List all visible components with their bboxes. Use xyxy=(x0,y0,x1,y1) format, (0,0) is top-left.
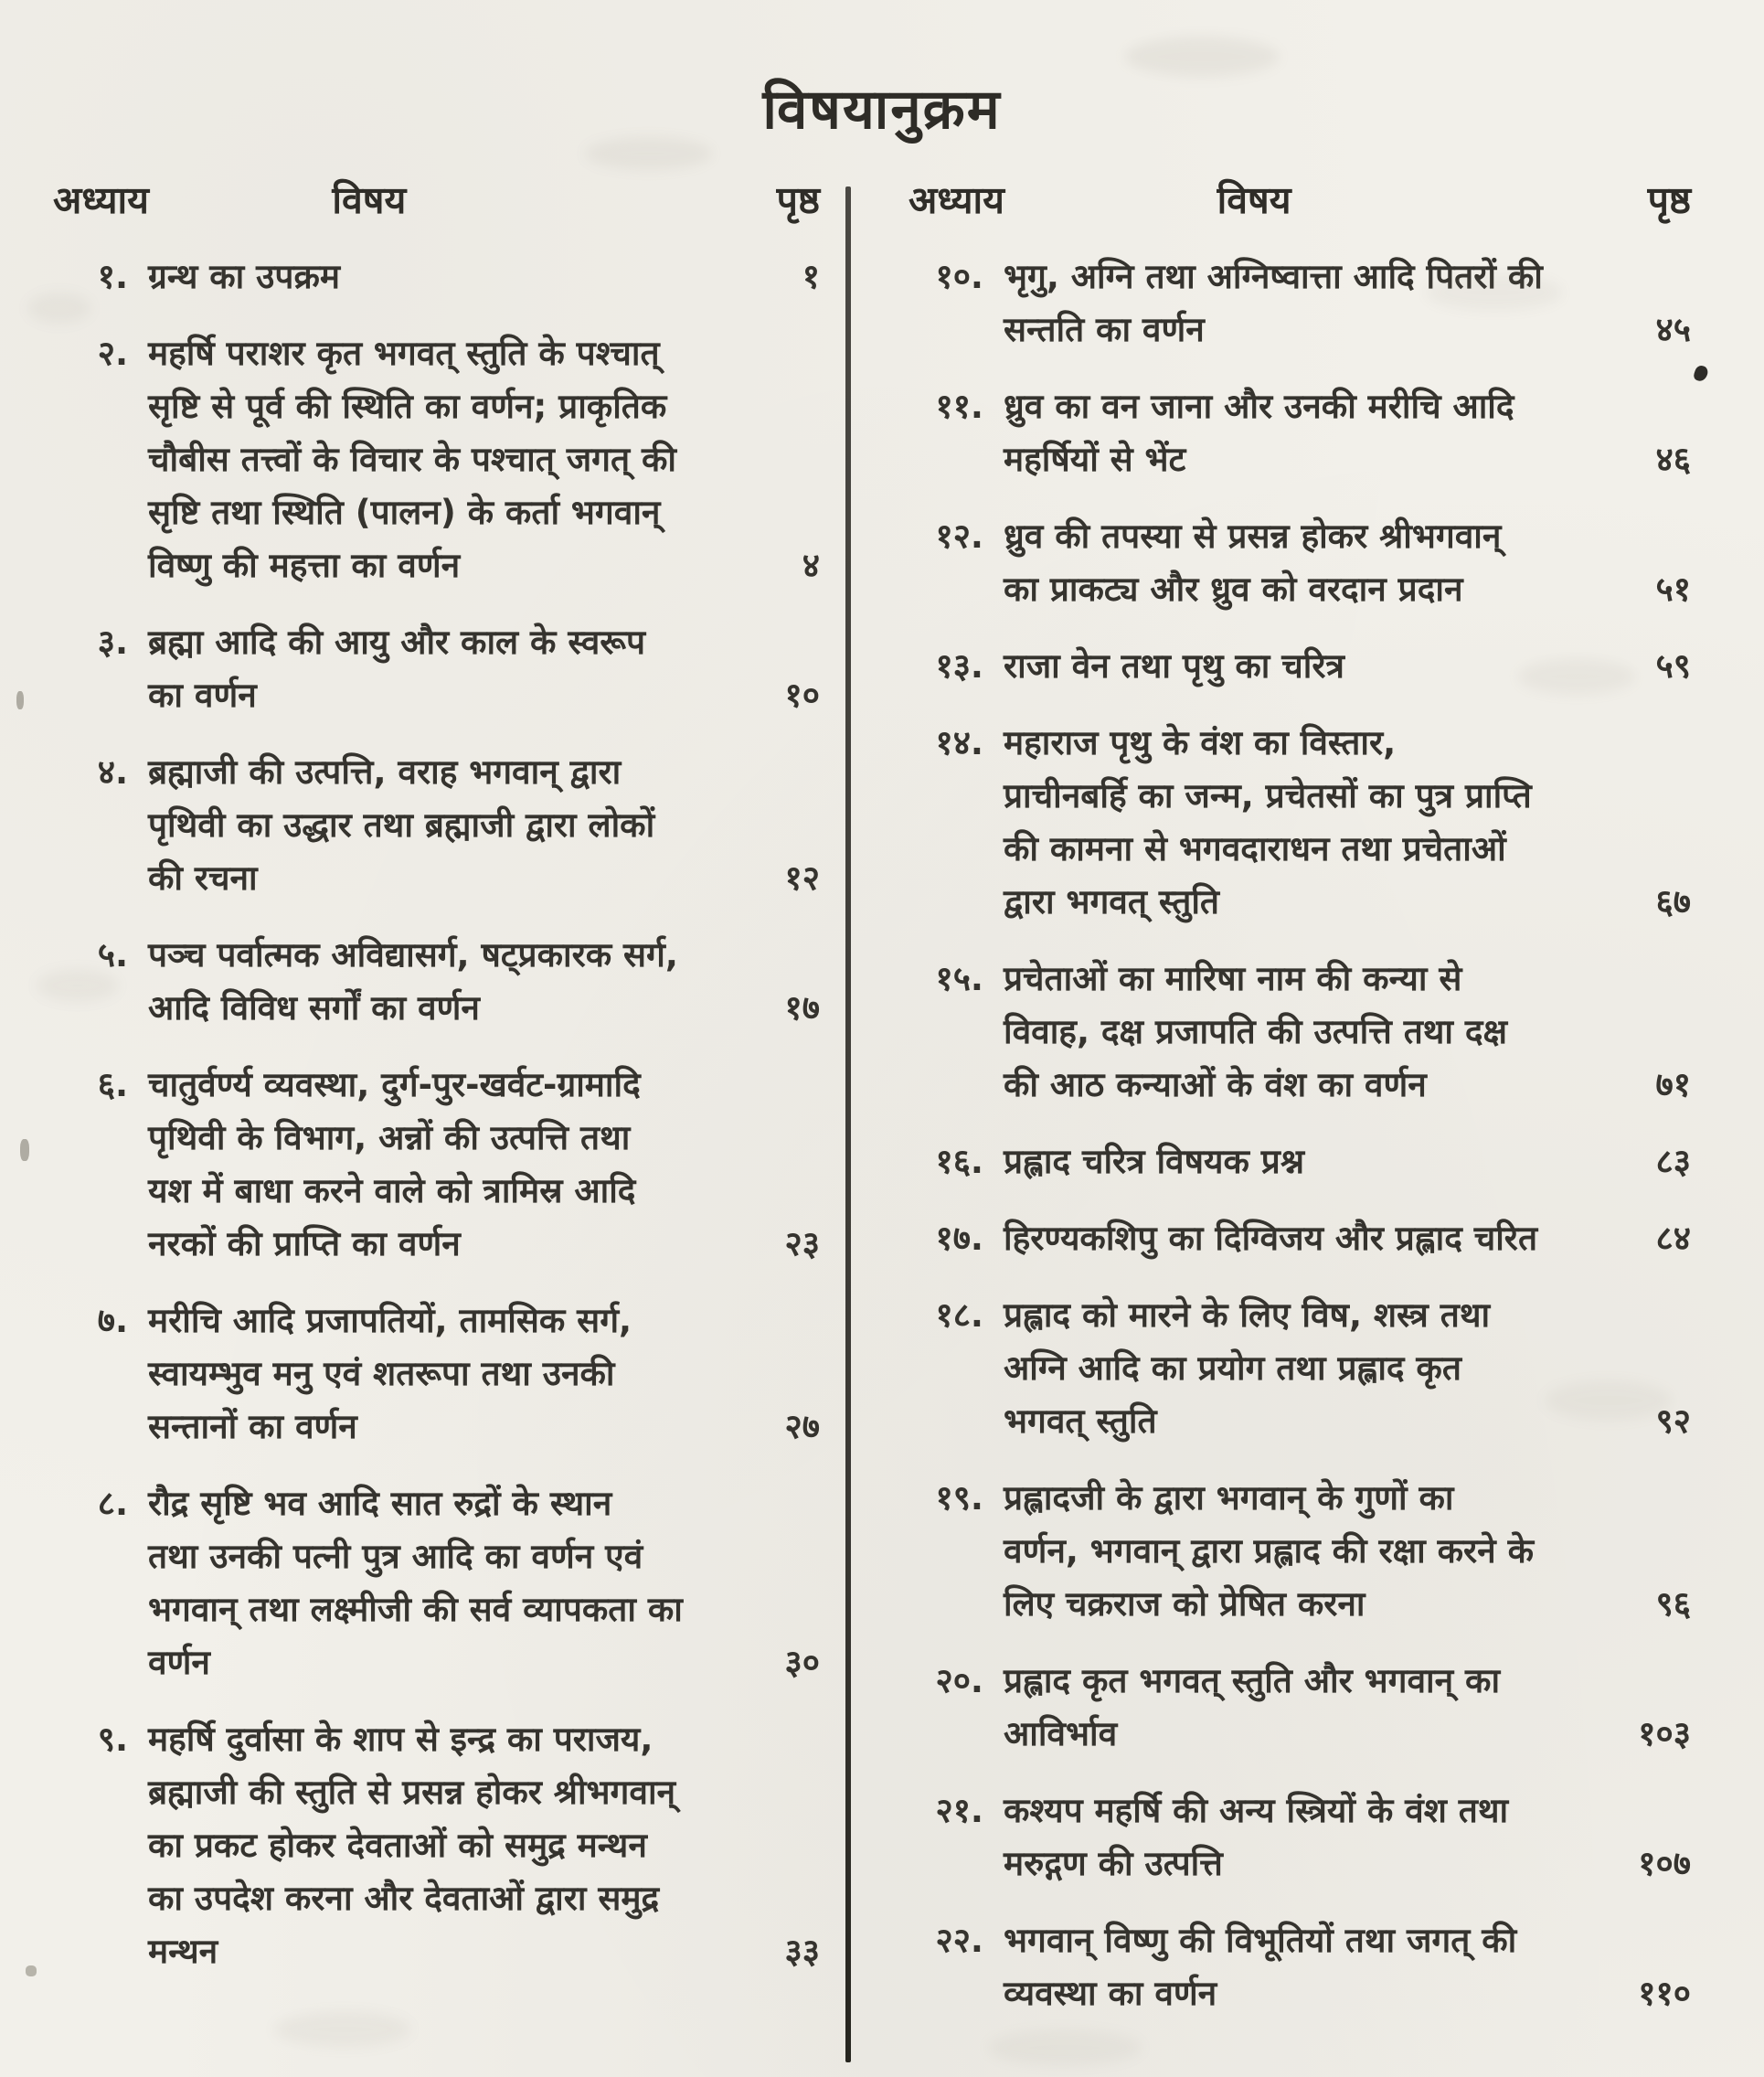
toc-entry xyxy=(46,1294,820,1454)
entry-number: ११. xyxy=(935,387,983,426)
entry-line xyxy=(148,1530,820,1583)
entry-line xyxy=(1004,1967,1691,2020)
entry-line xyxy=(1004,563,1691,616)
entry-line xyxy=(148,1819,820,1872)
toc-columns xyxy=(46,174,1727,2062)
entry-line xyxy=(148,1059,820,1112)
entry-line xyxy=(148,380,820,433)
entry-line-text: विवाह, दक्ष प्रजापति की उत्पत्ति तथा दक्ष xyxy=(1004,1012,1508,1051)
entry-line-text: महाराज पृथु के वंश का विस्तार, xyxy=(1004,723,1397,762)
entry-content xyxy=(1004,1655,1691,1761)
entry-line-text: वर्णन xyxy=(148,1643,210,1682)
entry-line-text: विष्णु की महत्ता का वर्णन xyxy=(148,546,461,585)
entry-line-text: चौबीस तत्त्वों के विचार के पश्चात् जगत् की xyxy=(148,440,676,479)
entry-line-text: का प्राकट्य और ध्रुव को वरदान प्रदान xyxy=(1004,570,1463,609)
column-header-row xyxy=(901,174,1691,227)
entry-line-text: प्रह्लाद चरित्र विषयक प्रश्न xyxy=(1004,1142,1304,1181)
entry-number: ९. xyxy=(97,1720,128,1759)
entry-line xyxy=(1004,250,1691,304)
entry-line xyxy=(148,327,820,380)
toc-entry xyxy=(901,1135,1691,1188)
entry-page-number: १७ xyxy=(784,988,820,1028)
entry-line-text: महर्षि पराशर कृत भगवत् स्तुति के पश्चात् xyxy=(148,334,660,373)
toc-entry xyxy=(46,327,820,592)
entry-line xyxy=(1004,1212,1691,1265)
toc-entry-list xyxy=(901,250,1691,2020)
toc-entry xyxy=(901,250,1691,357)
entry-line-text: लिए चक्रराज को प्रेषित करना xyxy=(1004,1584,1366,1624)
entry-line xyxy=(148,1766,820,1819)
entry-line-text: प्राचीनबर्हि का जन्म, प्रचेतसों का पुत्र प्राप्ति xyxy=(1004,776,1532,815)
toc-entry xyxy=(901,1289,1691,1448)
column-header-chapter: अध्याय xyxy=(909,178,1004,222)
entry-line-text: सृष्टि से पूर्व की स्थिति का वर्णन; प्राकृतिक xyxy=(148,387,667,426)
entry-line xyxy=(148,1636,820,1689)
entry-line xyxy=(1004,1708,1691,1761)
entry-line xyxy=(1004,1135,1691,1188)
entry-line-text: ग्रन्थ का उपक्रम xyxy=(148,257,340,296)
entry-page-number: ८३ xyxy=(1655,1142,1691,1181)
entry-line-text: का वर्णन xyxy=(148,676,257,715)
entry-line-text: पृथिवी के विभाग, अन्नों की उत्पत्ति तथा xyxy=(148,1118,631,1157)
entry-line-text: महर्षियों से भेंट xyxy=(1004,440,1186,479)
entry-number: ३. xyxy=(97,623,128,662)
entry-line-text: मरुद्गण की उत्पत्ति xyxy=(1004,1844,1223,1883)
entry-line xyxy=(1004,1525,1691,1578)
toc-entry-list xyxy=(46,250,820,1978)
entry-line-text: प्रह्लाद को मारने के लिए विष, शस्त्र तथा xyxy=(1004,1295,1491,1335)
entry-line-text: की रचना xyxy=(148,858,258,898)
toc-entry xyxy=(46,1713,820,1978)
entry-content xyxy=(1004,250,1691,357)
toc-entry xyxy=(901,1784,1691,1891)
entry-line-text: प्रचेताओं का मारिषा नाम की कन्या से xyxy=(1004,959,1462,998)
toc-entry xyxy=(901,640,1691,693)
entry-content xyxy=(1004,717,1691,929)
toc-entry xyxy=(46,746,820,905)
entry-content xyxy=(1004,640,1691,693)
entry-page-number: ७१ xyxy=(1655,1065,1691,1104)
toc-entry xyxy=(901,510,1691,616)
entry-line xyxy=(148,486,820,539)
entry-line xyxy=(1004,1059,1691,1112)
toc-entry xyxy=(901,717,1691,929)
entry-line xyxy=(148,1347,820,1401)
entry-line xyxy=(148,929,820,982)
entry-line-text: प्रह्लाद कृत भगवत् स्तुति और भगवान् का xyxy=(1004,1661,1501,1700)
entry-page-number: १२ xyxy=(784,858,820,898)
entry-content xyxy=(1004,1212,1691,1265)
entry-line-text: ब्रह्मा आदि की आयु और काल के स्वरूप xyxy=(148,623,646,662)
entry-line-text: ध्रुव की तपस्या से प्रसन्न होकर श्रीभगवान् xyxy=(1004,517,1502,556)
entry-content xyxy=(1004,1472,1691,1631)
entry-line xyxy=(148,1872,820,1925)
entry-line xyxy=(148,539,820,592)
toc-entry xyxy=(901,1212,1691,1265)
entry-line xyxy=(148,433,820,486)
entry-content xyxy=(1004,1914,1691,2020)
entry-page-number: ४ xyxy=(802,546,820,585)
entry-page-number: ८४ xyxy=(1655,1219,1691,1258)
toc-entry xyxy=(901,1472,1691,1631)
entry-line-text: मरीचि आदि प्रजापतियों, तामसिक सर्ग, xyxy=(148,1301,632,1340)
toc-entry xyxy=(901,380,1691,486)
column-header-chapter: अध्याय xyxy=(53,178,149,222)
entry-page-number: ३३ xyxy=(784,1932,820,1971)
entry-content xyxy=(1004,380,1691,486)
entry-line xyxy=(1004,953,1691,1006)
entry-line xyxy=(1004,433,1691,486)
entry-line xyxy=(1004,1655,1691,1708)
entry-number: १३. xyxy=(935,646,983,686)
entry-line-text: रौद्र सृष्टि भव आदि सात रुद्रों के स्थान xyxy=(148,1484,612,1523)
entry-line xyxy=(1004,1472,1691,1525)
toc-entry xyxy=(901,1914,1691,2020)
scan-speck xyxy=(20,1139,29,1161)
entry-content xyxy=(148,327,820,592)
entry-content xyxy=(148,1477,820,1689)
entry-content xyxy=(148,1713,820,1978)
entry-line xyxy=(148,1401,820,1454)
entry-page-number: ९६ xyxy=(1655,1584,1691,1624)
entry-line-text: द्वारा भगवत् स्तुति xyxy=(1004,882,1219,921)
entry-content xyxy=(1004,1784,1691,1891)
entry-line-text: वर्णन, भगवान् द्वारा प्रह्लाद की रक्षा करने के xyxy=(1004,1531,1535,1571)
entry-line-text: स्वायम्भुव मनु एवं शतरूपा तथा उनकी xyxy=(148,1354,615,1393)
column-header-subject: विषय xyxy=(332,178,407,222)
entry-line xyxy=(148,1713,820,1766)
entry-line xyxy=(1004,510,1691,563)
column-header-row xyxy=(46,174,820,227)
entry-line-text: हिरण्यकशिपु का दिग्विजय और प्रह्लाद चरित xyxy=(1004,1219,1538,1258)
entry-number: ४. xyxy=(97,752,128,792)
entry-number: २१. xyxy=(935,1791,983,1830)
entry-number: ७. xyxy=(97,1301,128,1340)
entry-line-text: यश में बाधा करने वाले को त्रामिस्र आदि xyxy=(148,1171,636,1210)
entry-line-text: तथा उनकी पत्नी पुत्र आदि का वर्णन एवं xyxy=(148,1537,643,1576)
entry-number: २२. xyxy=(935,1921,983,1960)
entry-line xyxy=(148,669,820,722)
entry-line-text: सृष्टि तथा स्थिति (पालन) के कर्ता भगवान् xyxy=(148,493,661,532)
entry-content xyxy=(148,616,820,722)
entry-line xyxy=(148,1477,820,1530)
entry-line-text: कश्यप महर्षि की अन्य स्त्रियों के वंश तथा xyxy=(1004,1791,1509,1830)
entry-line xyxy=(1004,380,1691,433)
entry-line-text: महर्षि दुर्वासा के शाप से इन्द्र का पराजय, xyxy=(148,1720,654,1759)
entry-line-text: नरकों की प्राप्ति का वर्णन xyxy=(148,1224,461,1263)
entry-line-text: पञ्च पर्वात्मक अविद्यासर्ग, षट्प्रकारक सर्ग, xyxy=(148,935,678,975)
entry-number: ६. xyxy=(97,1065,128,1104)
entry-number: १६. xyxy=(935,1142,983,1181)
entry-line xyxy=(148,1112,820,1165)
entry-line xyxy=(1004,823,1691,876)
entry-number: ५. xyxy=(97,935,128,975)
entry-number: १. xyxy=(97,257,128,296)
toc-entry xyxy=(46,1059,820,1271)
entry-number: २. xyxy=(97,334,128,373)
entry-line xyxy=(1004,1289,1691,1342)
entry-line xyxy=(148,982,820,1035)
entry-page-number: १०७ xyxy=(1638,1844,1691,1883)
toc-entry xyxy=(901,1655,1691,1761)
entry-line-text: का उपदेश करना और देवताओं द्वारा समुद्र xyxy=(148,1879,660,1918)
entry-line xyxy=(148,1218,820,1271)
entry-number: १४. xyxy=(935,723,983,762)
entry-content xyxy=(1004,510,1691,616)
entry-line xyxy=(1004,1837,1691,1891)
entry-line-text: अग्नि आदि का प्रयोग तथा प्रह्लाद कृत xyxy=(1004,1348,1461,1388)
entry-line xyxy=(148,250,820,304)
entry-line-text: का प्रकट होकर देवताओं को समुद्र मन्थन xyxy=(148,1826,647,1865)
toc-entry xyxy=(46,250,820,304)
entry-page-number: ५९ xyxy=(1655,646,1691,686)
entry-line xyxy=(1004,717,1691,770)
entry-content xyxy=(148,1059,820,1271)
entry-line-text: व्यवस्था का वर्णन xyxy=(1004,1974,1217,2013)
entry-content xyxy=(148,1294,820,1454)
entry-line xyxy=(148,852,820,905)
entry-line xyxy=(148,616,820,669)
entry-line xyxy=(1004,1914,1691,1967)
entry-line xyxy=(148,1583,820,1636)
entry-line-text: मन्थन xyxy=(148,1932,218,1971)
toc-entry xyxy=(46,1477,820,1689)
entry-line-text: ध्रुव का वन जाना और उनकी मरीचि आदि xyxy=(1004,387,1514,426)
entry-number: २०. xyxy=(935,1661,983,1700)
entry-content xyxy=(148,250,820,304)
entry-line-text: प्रह्लादजी के द्वारा भगवान् के गुणों का xyxy=(1004,1478,1454,1518)
entry-number: १२. xyxy=(935,517,983,556)
entry-line xyxy=(1004,1342,1691,1395)
entry-line-text: सन्तति का वर्णन xyxy=(1004,310,1205,349)
entry-line xyxy=(1004,1395,1691,1448)
entry-line xyxy=(1004,304,1691,357)
entry-line xyxy=(148,1165,820,1218)
entry-page-number: ११० xyxy=(1638,1974,1691,2013)
entry-page-number: ४५ xyxy=(1655,310,1691,349)
toc-entry xyxy=(46,929,820,1035)
entry-line-text: राजा वेन तथा पृथु का चरित्र xyxy=(1004,646,1344,686)
entry-page-number: ६७ xyxy=(1655,882,1691,921)
page-title: विषयानुक्रम xyxy=(762,78,1002,143)
entry-content xyxy=(1004,1135,1691,1188)
entry-page-number: १०३ xyxy=(1638,1714,1691,1753)
entry-line xyxy=(148,1294,820,1347)
scan-speck xyxy=(16,691,24,709)
entry-page-number: ४६ xyxy=(1655,440,1691,479)
entry-line-text: आविर्भाव xyxy=(1004,1714,1118,1753)
entry-line-text: भगवान् तथा लक्ष्मीजी की सर्व व्यापकता का xyxy=(148,1590,683,1629)
entry-line-text: सन्तानों का वर्णन xyxy=(148,1407,357,1446)
column-header-page: पृष्ठ xyxy=(776,178,820,222)
entry-line-text: भगवत् स्तुति xyxy=(1004,1401,1157,1441)
entry-page-number: ५१ xyxy=(1655,570,1691,609)
entry-number: १०. xyxy=(935,257,983,296)
entry-line-text: की कामना से भगवदाराधन तथा प्रचेताओं xyxy=(1004,829,1506,868)
entry-line-text: भृगु, अग्नि तथा अग्निष्वात्ता आदि पितरों की xyxy=(1004,257,1543,296)
entry-line xyxy=(1004,876,1691,929)
entry-number: १९. xyxy=(935,1478,983,1518)
entry-line-text: की आठ कन्याओं के वंश का वर्णन xyxy=(1004,1065,1427,1104)
entry-content xyxy=(148,929,820,1035)
entry-number: ८. xyxy=(97,1484,128,1523)
entry-page-number: १० xyxy=(784,676,820,715)
entry-page-number: १ xyxy=(802,257,820,296)
entry-line xyxy=(148,1925,820,1978)
entry-line xyxy=(1004,640,1691,693)
entry-page-number: २७ xyxy=(784,1407,820,1446)
entry-line xyxy=(1004,770,1691,823)
entry-line xyxy=(1004,1578,1691,1631)
entry-number: १५. xyxy=(935,959,983,998)
entry-line-text: ब्रह्माजी की स्तुति से प्रसन्न होकर श्रीभगवान् xyxy=(148,1773,676,1812)
scan-speck xyxy=(26,1965,37,1976)
entry-content xyxy=(1004,953,1691,1112)
entry-page-number: २३ xyxy=(784,1224,820,1263)
entry-line-text: आदि विविध सर्गों का वर्णन xyxy=(148,988,480,1028)
entry-content xyxy=(148,746,820,905)
entry-line-text: भगवान् विष्णु की विभूतियों तथा जगत् की xyxy=(1004,1921,1517,1960)
column-header-subject: विषय xyxy=(1217,178,1291,222)
entry-line xyxy=(148,799,820,852)
entry-line-text: पृथिवी का उद्धार तथा ब्रह्माजी द्वारा लोकों xyxy=(148,805,655,845)
entry-line-text: चातुर्वर्ण्य व्यवस्था, दुर्ग-पुर-खर्वट-ग्रामादि xyxy=(148,1065,641,1104)
entry-line xyxy=(1004,1006,1691,1059)
toc-entry xyxy=(901,953,1691,1112)
entry-content xyxy=(1004,1289,1691,1448)
entry-page-number: ९२ xyxy=(1655,1401,1691,1441)
toc-column-right xyxy=(851,174,1727,2062)
toc-entry xyxy=(46,616,820,722)
entry-page-number: ३० xyxy=(784,1643,820,1682)
entry-line-text: ब्रह्माजी की उत्पत्ति, वराह भगवान् द्वारा xyxy=(148,752,622,792)
entry-line xyxy=(148,746,820,799)
entry-number: १७. xyxy=(935,1219,983,1258)
entry-line xyxy=(1004,1784,1691,1837)
entry-number: १८. xyxy=(935,1295,983,1335)
toc-column-left xyxy=(46,174,845,2062)
column-header-page: पृष्ठ xyxy=(1647,178,1691,222)
